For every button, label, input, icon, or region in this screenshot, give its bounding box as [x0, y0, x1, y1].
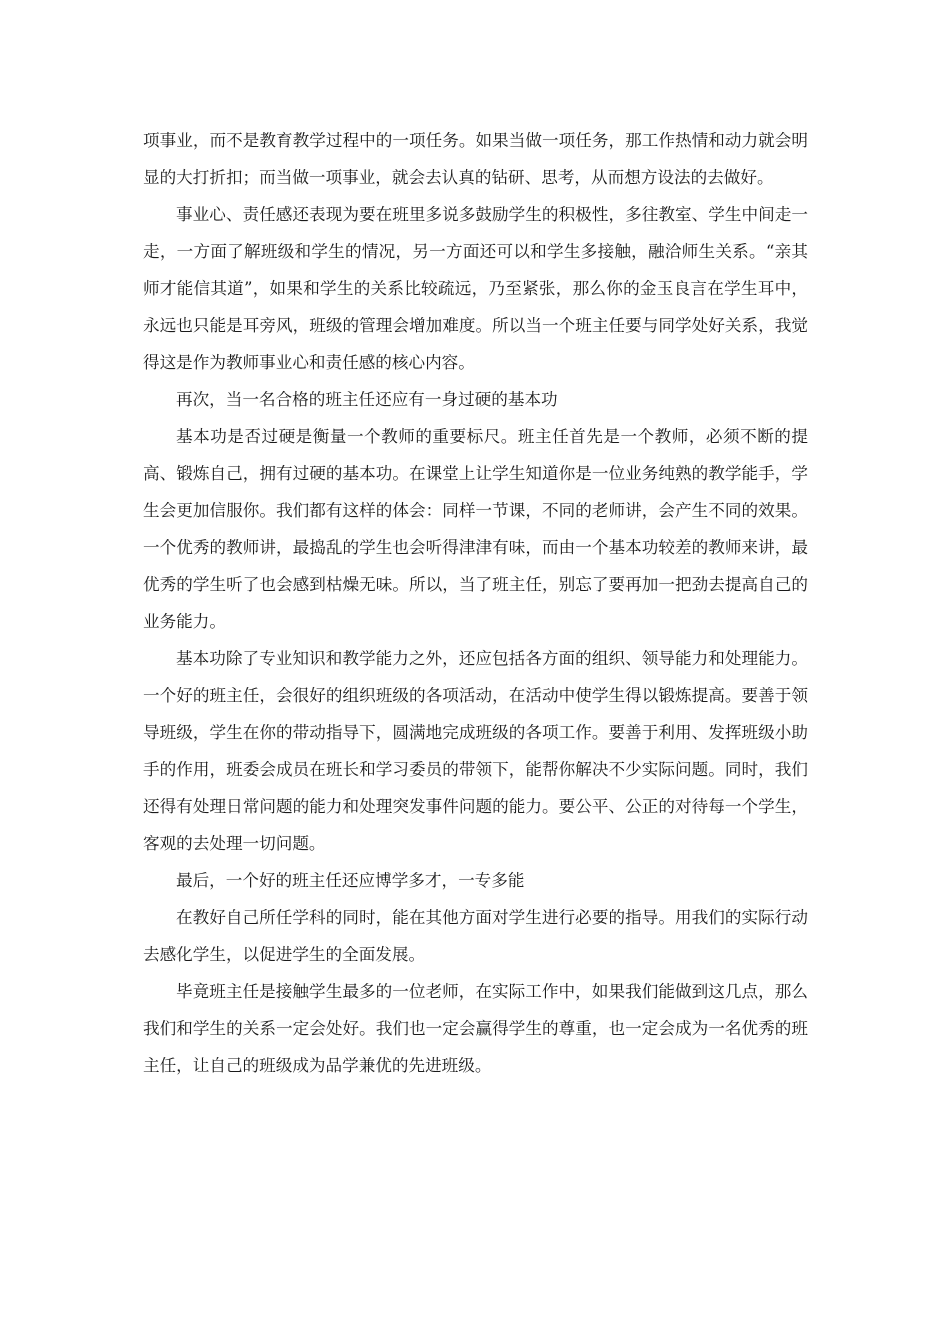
paragraph-7: 在教好自己所任学科的同时，能在其他方面对学生进行必要的指导。用我们的实际行动去感化学生，以促进学生的全面发展。	[143, 908, 808, 964]
section-heading-versatile: 最后，一个好的班主任还应博学多才，一专多能	[176, 871, 525, 890]
paragraph-2: 事业心、责任感还表现为要在班里多说多鼓励学生的积极性，多往教室、学生中间走一走，一方面了解班级和学生的情况，另一方面还可以和学生多接触，融洽师生关系。“亲其师才能信其道”，如果和学生的关系比较疏远，乃至紧张，那么你的金玉良言在学生耳中，永远也只能是耳旁风，班级的管理会增加难度。所以当一个班主任要与同学处好关系，我觉得这是作为教师事业心和责任感的核心内容。	[143, 205, 808, 372]
document-body	[143, 122, 808, 1084]
section-heading-basic-skills: 再次，当一名合格的班主任还应有一身过硬的基本功	[176, 390, 558, 409]
paragraph-1: 项事业，而不是教育教学过程中的一项任务。如果当做一项任务，那工作热情和动力就会明显的大打折扣；而当做一项事业，就会去认真的钻研、思考，从而想方设法的去做好。	[143, 131, 808, 187]
paragraph-5: 基本功除了专业知识和教学能力之外，还应包括各方面的组织、领导能力和处理能力。一个好的班主任，会很好的组织班级的各项活动，在活动中使学生得以锻炼提高。要善于领导班级，学生在你的带动指导下，圆满地完成班级的各项工作。要善于利用、发挥班级小助手的作用，班委会成员在班长和学习委员的带领下，能帮你解决不少实际问题。同时，我们还得有处理日常问题的能力和处理突发事件问题的能力。要公平、公正的对待每一个学生，客观的去处理一切问题。	[143, 649, 808, 853]
paragraph-8: 毕竟班主任是接触学生最多的一位老师，在实际工作中，如果我们能做到这几点，那么我们和学生的关系一定会处好。我们也一定会赢得学生的尊重，也一定会成为一名优秀的班主任，让自己的班级成为品学兼优的先进班级。	[143, 982, 808, 1075]
paragraph-4: 基本功是否过硬是衡量一个教师的重要标尺。班主任首先是一个教师，必须不断的提高、锻炼自己，拥有过硬的基本功。在课堂上让学生知道你是一位业务纯熟的教学能手，学生会更加信服你。我们都有这样的体会：同样一节课，不同的老师讲，会产生不同的效果。一个优秀的教师讲，最捣乱的学生也会听得津津有味，而由一个基本功较差的教师来讲，最优秀的学生听了也会感到枯燥无味。所以，当了班主任，别忘了要再加一把劲去提高自己的业务能力。	[143, 427, 808, 631]
